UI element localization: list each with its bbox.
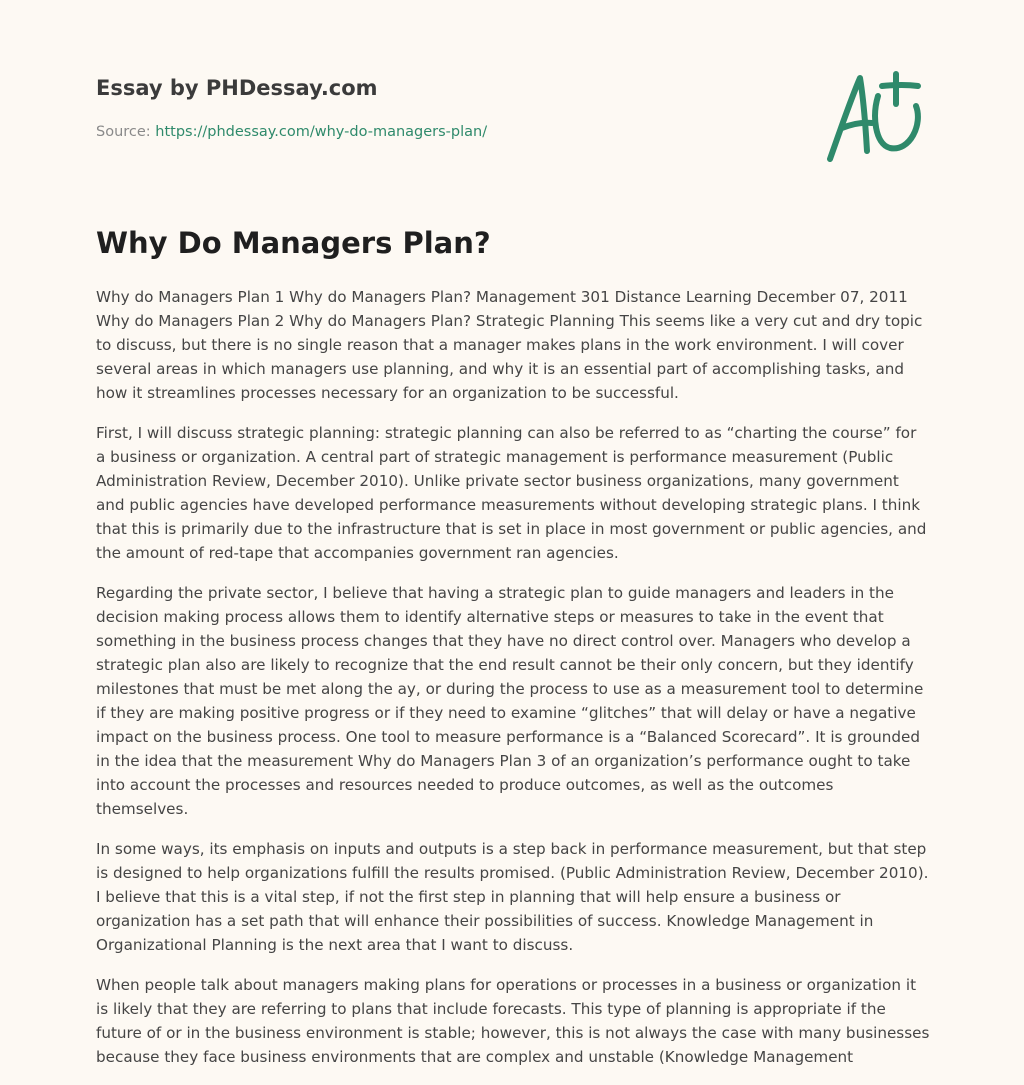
site-brand: Essay by PHDessay.com: [96, 76, 378, 100]
a-plus-logo-icon: [820, 66, 930, 166]
article-paragraph: In some ways, its emphasis on inputs and outputs is a step back in performance measurement, but that step is designed to help organizations fulfill the results promised. (Public Administration Review, December 2010). I believe that this is a vital step, if not the first step in planning that will help ensure a business or organization has a set path that will enhance their possibilities of success. Knowledge Management in Organizational Planning is the next area that I want to discuss.: [96, 840, 929, 954]
source-link[interactable]: https://phdessay.com/why-do-managers-plan/: [155, 124, 488, 140]
source-line: [96, 124, 487, 140]
source-label: Source:: [96, 124, 151, 140]
article-paragraph: First, I will discuss strategic planning: strategic planning can also be referred to as “charting the course” for a business or organization. A central part of strategic management is performance measurement (Public Administration Review, December 2010). Unlike private sector business organizations, many government and public agencies have developed performance measurements without developing strategic plans. I think that this is primarily due to the infrastructure that is set in place in most government or public agencies, and the amount of red-tape that accompanies government ran agencies.: [96, 424, 927, 562]
article-paragraph: Regarding the private sector, I believe that having a strategic plan to guide managers and leaders in the decision making process allows them to identify alternative steps or measures to take in the event that something in the business process changes that they have no direct control over. Managers who develop a strategic plan also are likely to recognize that the end result cannot be their only concern, but they identify milestones that must be met along the ay, or during the process to use as a measurement tool to determine if they are making positive progress or if they need to examine “glitches” that will delay or have a negative impact on the business process. One tool to measure performance is a “Balanced Scorecard”. It is grounded in the idea that the measurement Why do Managers Plan 3 of an organization’s performance ought to take into account the processes and resources needed to produce outcomes, as well as the outcomes themselves.: [96, 584, 924, 818]
article-body: [96, 285, 930, 1085]
article-title: Why Do Managers Plan?: [96, 226, 491, 260]
article-paragraph: When people talk about managers making plans for operations or processes in a business or organization it is likely that they are referring to plans that include forecasts. This type of planning is appropriate if the future of or in the business environment is stable; however, this is not always the case with many businesses because they face business environments that are complex and unstable (Knowledge Management: [96, 976, 930, 1066]
article-paragraph: Why do Managers Plan 1 Why do Managers Plan? Management 301 Distance Learning December 07, 2011 Why do Managers Plan 2 Why do Managers Plan? Strategic Planning This seems like a very cut and dry topic to discuss, but there is no single reason that a manager makes plans in the work environment. I will cover several areas in which managers use planning, and why it is an essential part of accomplishing tasks, and how it streamlines processes necessary for an organization to be successful.: [96, 288, 923, 402]
